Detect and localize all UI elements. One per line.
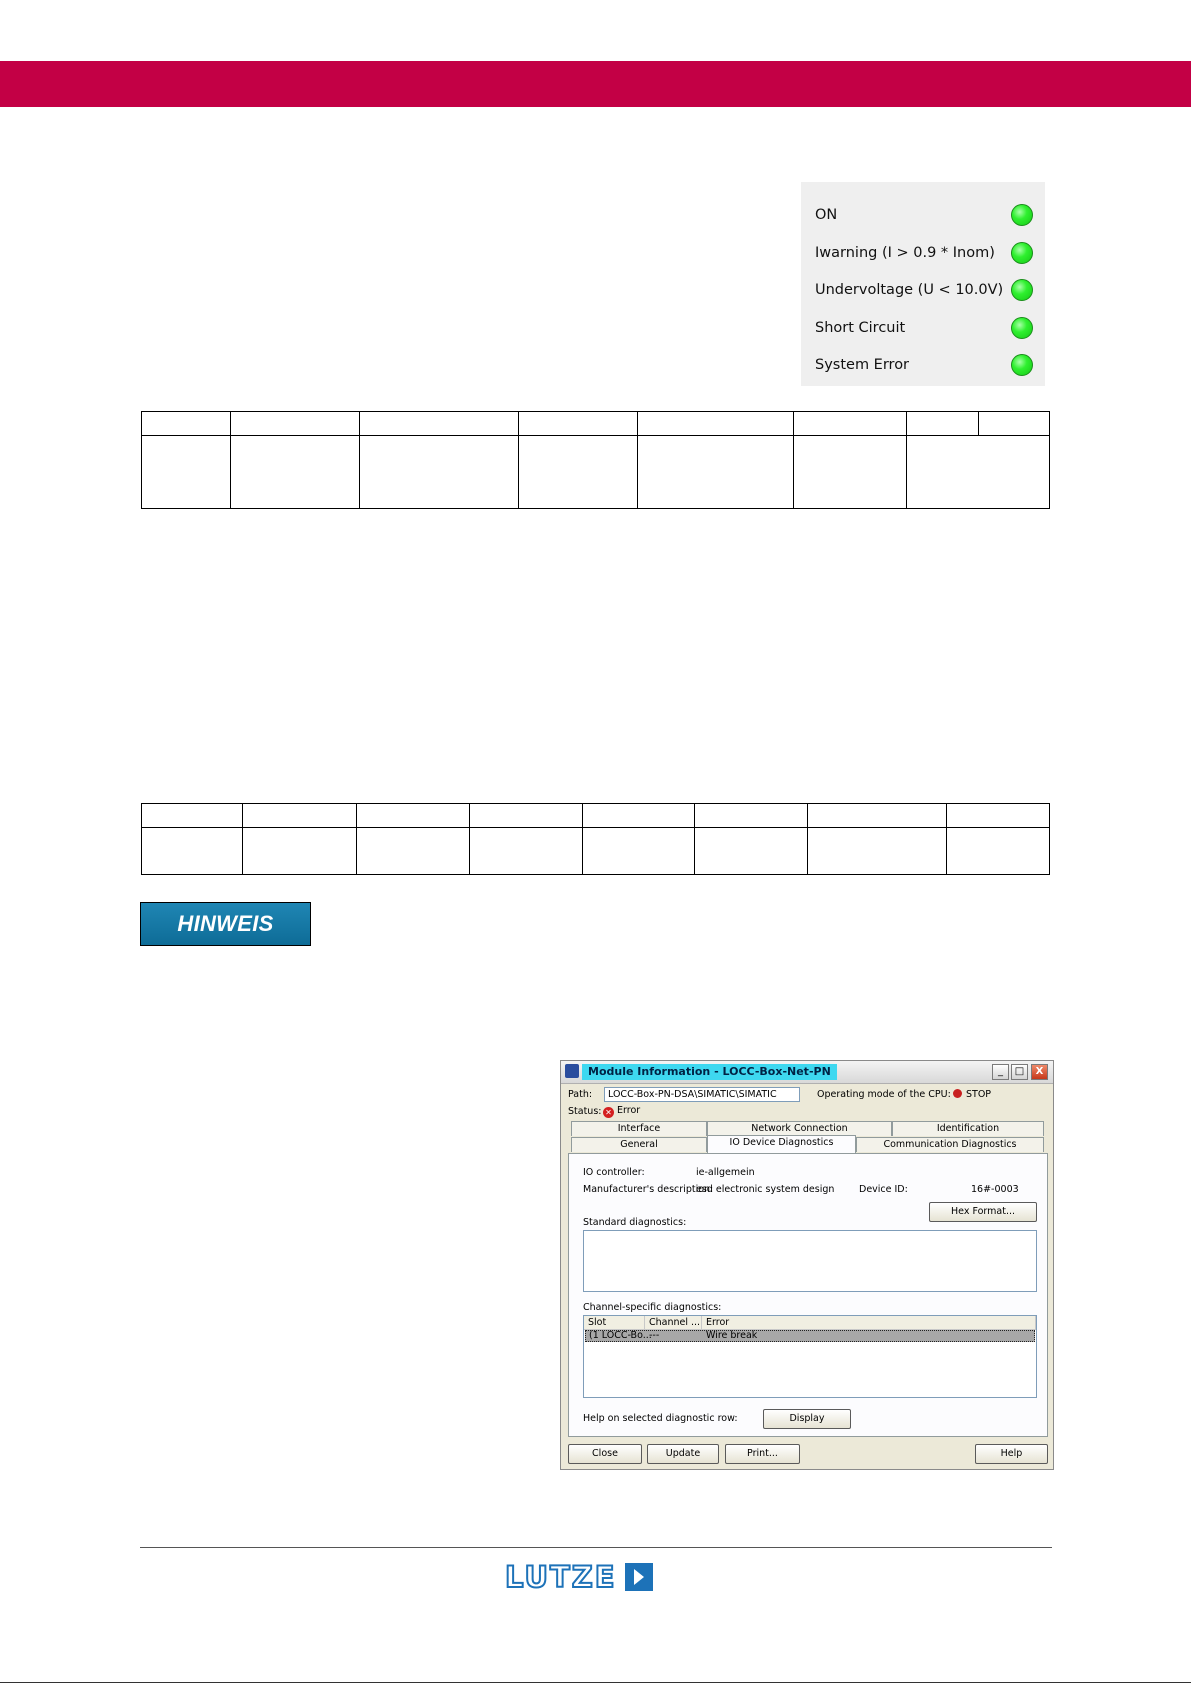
status-led-icon xyxy=(1011,317,1033,339)
led-row-system-error xyxy=(815,352,1033,378)
table-cell xyxy=(360,436,519,509)
table-cell xyxy=(638,412,794,436)
logo-arrow-icon xyxy=(625,1563,653,1591)
display-button[interactable]: Display xyxy=(763,1409,851,1429)
table-cell xyxy=(808,804,947,828)
module-information-dialog xyxy=(560,1060,1054,1470)
led-row-on xyxy=(815,202,1033,228)
status-led-icon xyxy=(1011,242,1033,264)
table-cell xyxy=(794,412,907,436)
dialog-title: Module Information - LOCC-Box-Net-PN xyxy=(582,1064,837,1080)
minimize-button[interactable]: _ xyxy=(992,1064,1009,1080)
led-label: Short Circuit xyxy=(815,320,906,336)
manufacturer-value: esd electronic system design xyxy=(696,1184,835,1195)
table-cell xyxy=(142,828,243,875)
status-label: Status: xyxy=(568,1106,602,1117)
table-cell xyxy=(583,828,695,875)
status-led-icon xyxy=(1011,279,1033,301)
table-cell xyxy=(519,436,638,509)
status-led-icon xyxy=(1011,354,1033,376)
led-status-panel xyxy=(801,182,1045,386)
header-band xyxy=(0,61,1191,107)
status-text: Error xyxy=(617,1105,641,1116)
led-label: Iwarning (I > 0.9 * Inom) xyxy=(815,245,995,261)
tab-network-connection[interactable]: Network Connection xyxy=(707,1121,892,1136)
close-button[interactable]: Close xyxy=(568,1444,642,1464)
help-row-label: Help on selected diagnostic row: xyxy=(583,1413,738,1424)
help-button[interactable]: Help xyxy=(975,1444,1048,1464)
table-cell xyxy=(360,412,519,436)
table-cell xyxy=(231,436,360,509)
table-cell xyxy=(142,412,231,436)
table-cell xyxy=(470,828,583,875)
table-cell xyxy=(907,436,1050,509)
hinweis-badge: HINWEIS xyxy=(140,902,311,946)
cell-error: Wire break xyxy=(706,1330,758,1341)
path-field: LOCC-Box-PN-DSA\SIMATIC\SIMATIC xyxy=(604,1087,800,1102)
table-cell xyxy=(231,412,360,436)
logo-text: LUTZE xyxy=(505,1560,617,1594)
device-id-label: Device ID: xyxy=(859,1184,908,1195)
standard-diagnostics-box[interactable] xyxy=(583,1230,1037,1292)
update-button[interactable]: Update xyxy=(647,1444,719,1464)
led-row-undervoltage xyxy=(815,277,1033,303)
path-label: Path: xyxy=(568,1089,593,1100)
table-cell xyxy=(357,828,470,875)
table-cell xyxy=(907,412,979,436)
table-cell xyxy=(695,828,808,875)
app-icon xyxy=(565,1064,579,1078)
table-cell xyxy=(243,804,357,828)
empty-table-2 xyxy=(141,803,1050,875)
tab-identification[interactable]: Identification xyxy=(892,1121,1044,1136)
cpu-mode-text: STOP xyxy=(966,1089,992,1100)
tab-interface[interactable]: Interface xyxy=(571,1121,707,1136)
io-controller-value: ie-allgemein xyxy=(696,1167,755,1178)
led-row-iwarning xyxy=(815,240,1033,266)
table-cell xyxy=(695,804,808,828)
led-row-short-circuit xyxy=(815,315,1033,341)
table-cell xyxy=(470,804,583,828)
cpu-mode-value xyxy=(953,1089,991,1100)
device-id-value: 16#-0003 xyxy=(971,1184,1019,1195)
io-controller-label: IO controller: xyxy=(583,1167,645,1178)
table-cell xyxy=(519,412,638,436)
dialog-titlebar[interactable] xyxy=(561,1061,1053,1084)
lutze-logo xyxy=(505,1560,653,1594)
channel-diagnostics-label: Channel-specific diagnostics: xyxy=(583,1302,722,1313)
table-cell xyxy=(979,412,1050,436)
bottom-edge-line xyxy=(0,1682,1191,1683)
channel-diagnostics-list[interactable] xyxy=(583,1315,1037,1398)
table-cell xyxy=(947,828,1050,875)
table-cell xyxy=(357,804,470,828)
table-cell xyxy=(142,804,243,828)
tab-general[interactable]: General xyxy=(571,1137,707,1152)
standard-diagnostics-label: Standard diagnostics: xyxy=(583,1217,687,1228)
led-label: System Error xyxy=(815,357,910,373)
stop-icon xyxy=(953,1089,962,1098)
column-header-channel[interactable]: Channel ... xyxy=(645,1316,702,1330)
table-cell xyxy=(142,436,231,509)
column-header-error[interactable]: Error xyxy=(702,1316,1036,1330)
status-value xyxy=(603,1105,640,1118)
table-row[interactable] xyxy=(585,1330,1035,1342)
cell-slot: (1 LOCC-Bo... xyxy=(589,1330,652,1341)
led-label: Undervoltage (U < 10.0V) xyxy=(815,282,1004,298)
footer-divider xyxy=(140,1547,1052,1548)
table-cell xyxy=(243,828,357,875)
table-cell xyxy=(808,828,947,875)
status-led-icon xyxy=(1011,204,1033,226)
table-cell xyxy=(794,436,907,509)
hex-format-button[interactable]: Hex Format... xyxy=(929,1202,1037,1222)
tab-panel xyxy=(568,1153,1048,1437)
tab-io-device-diagnostics[interactable]: IO Device Diagnostics xyxy=(707,1135,856,1153)
error-icon: ✕ xyxy=(603,1107,614,1118)
manufacturer-label: Manufacturer's description: xyxy=(583,1184,714,1195)
table-cell xyxy=(583,804,695,828)
print-button[interactable]: Print... xyxy=(725,1444,800,1464)
cell-channel: --- xyxy=(649,1330,660,1341)
table-cell xyxy=(638,436,794,509)
tab-communication-diagnostics[interactable]: Communication Diagnostics xyxy=(856,1137,1044,1152)
cpu-mode-label: Operating mode of the CPU: xyxy=(817,1089,951,1100)
table-cell xyxy=(947,804,1050,828)
empty-table-1 xyxy=(141,411,1050,509)
led-label: ON xyxy=(815,207,838,223)
maximize-button[interactable]: □ xyxy=(1011,1064,1028,1080)
column-header-slot[interactable]: Slot xyxy=(584,1316,645,1330)
close-window-button[interactable]: X xyxy=(1031,1064,1048,1080)
